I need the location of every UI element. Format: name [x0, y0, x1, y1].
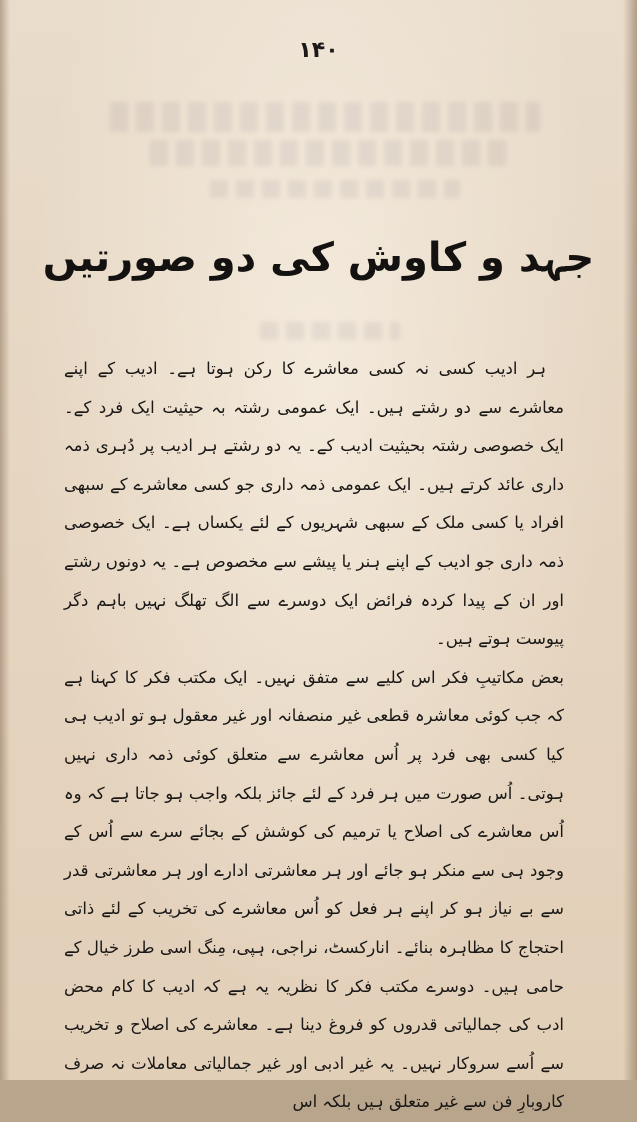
- body-text: [64, 350, 564, 1122]
- show-through-text-3: [210, 180, 460, 198]
- page-number: ۱۴۰: [298, 38, 339, 63]
- show-through-text-1: [110, 102, 540, 132]
- paragraph-1: ہر ادیب کسی نہ کسی معاشرے کا رکن ہوتا ہے۔ ادیب کے اپنے معاشرے سے دو رشتے ہیں۔ ایک عمومی رشتہ بہ حیثیت ایک فرد کے۔ ایک خصوصی رشتہ بحیثیت ادیب کے۔ یہ دو رشتے ہر ادیب پر دُہری ذمہ داری عائد کرتے ہیں۔ ایک عمومی ذمہ داری جو کسی معاشرے کے سبھی افراد یا کسی ملک کے سبھی شہریوں کے لئے یکساں ہے۔ ایک خصوصی ذمہ داری جو ادیب کے اپنے ہنر یا پیشے سے مخصوص ہے۔ یہ دونوں رشتے اور ان کے پیدا کردہ فرائض ایک دوسرے سے الگ تھلگ نہیں باہم دگر پیوست ہوتے ہیں۔: [64, 359, 564, 649]
- paragraph-2: بعض مکاتیبِ فکر اس کلیے سے متفق نہیں۔ ایک مکتب فکر کا کہنا ہے کہ جب کوئی معاشرہ قطعی غیر منصفانہ اور غیر معقول ہو تو ادیب ہی کیا کسی بھی فرد پر اُس معاشرے سے متعلق کوئی ذمہ داری نہیں ہوتی۔ اُس صورت میں ہر فرد کے لئے جائز بلکہ واجب ہو جاتا ہے کہ وہ اُس معاشرے کی اصلاح یا ترمیم کی کوشش کے بجائے سرے سے اُس کے وجود ہی سے منکر ہو جائے اور ہر معاشرتی ادارے اور ہر معاشرتی قدر سے بے نیاز ہو کر اپنے ہر فعل کو اُس معاشرے کی تخریب کے لئے ذاتی احتجاج کا مظاہرہ بنائے۔ انارکسٹ، نراجی، ہپی، مِنگ اسی طرز خیال کے حامی ہیں۔ دوسرے مکتب فکر کا نظریہ یہ ہے کہ ادیب کا کام محض ادب کی جمالیاتی قدروں کو فروغ دینا ہے۔ معاشرے کی اصلاح و تخریب سے اُسے سروکار نہیں۔ یہ غیر ادبی اور غیر جمالیاتی معاملات نہ صرف کاروبارِ فن سے غیر متعلق ہیں بلکہ اس: [64, 667, 564, 1112]
- page-edge-shadow-right: [623, 0, 637, 1080]
- show-through-text-4: [260, 322, 400, 340]
- show-through-text-2: [150, 140, 510, 166]
- page-edge-shadow-left: [0, 0, 10, 1080]
- chapter-title: جہد و کاوش کی دو صورتیں: [42, 235, 595, 281]
